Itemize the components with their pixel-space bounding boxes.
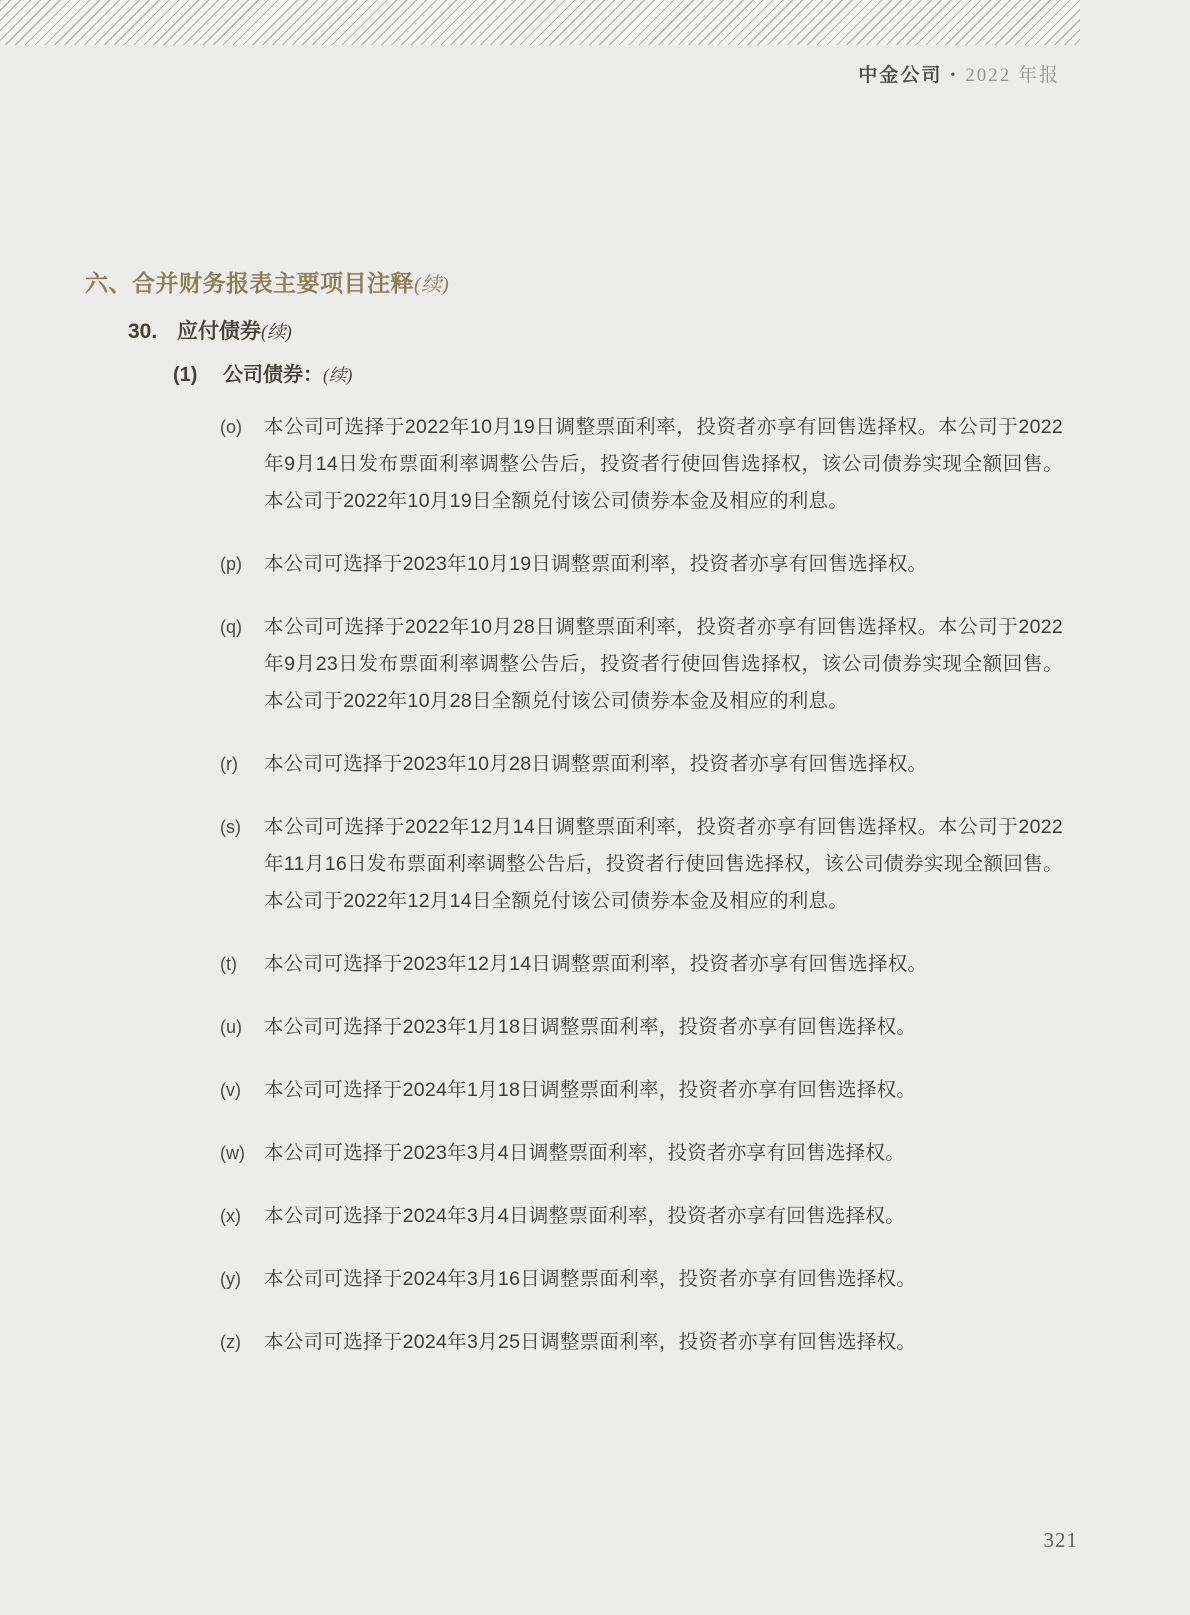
section-continued-note: (续) <box>414 274 450 296</box>
item-label: (v) <box>220 1080 241 1100</box>
list-item <box>220 746 1063 783</box>
item-label: (o) <box>220 417 242 437</box>
list-item <box>220 609 1063 720</box>
item-label: (z) <box>220 1332 241 1352</box>
item-label: (w) <box>220 1143 245 1163</box>
item-text: 本公司可选择于2024年3月16日调整票面利率，投资者亦享有回售选择权。 <box>264 1268 917 1290</box>
list-item <box>220 546 1063 583</box>
item-text: 本公司可选择于2024年1月18日调整票面利率，投资者亦享有回售选择权。 <box>264 1079 917 1101</box>
item-label: (y) <box>220 1269 241 1289</box>
item-text: 本公司可选择于2024年3月4日调整票面利率，投资者亦享有回售选择权。 <box>264 1205 906 1227</box>
item-text: 本公司可选择于2024年3月25日调整票面利率，投资者亦享有回售选择权。 <box>264 1331 917 1353</box>
list-item <box>220 1324 1063 1361</box>
section-title <box>85 268 1063 300</box>
item-label: (s) <box>220 817 241 837</box>
list-item <box>220 409 1063 520</box>
item-label: (u) <box>220 1017 242 1037</box>
item-label: (r) <box>220 754 238 774</box>
subsection-continued-note: (续) <box>261 322 292 342</box>
subsection-title-text: 应付债券 <box>177 320 261 343</box>
section-title-text: 六、合并财务报表主要项目注释 <box>85 270 414 296</box>
list-item <box>220 1135 1063 1172</box>
list-item <box>220 1261 1063 1298</box>
item-label: (p) <box>220 554 242 574</box>
report-edition: 2022 年报 <box>965 65 1060 86</box>
subsubsection-number: (1) <box>173 364 198 386</box>
item-label: (x) <box>220 1206 241 1226</box>
list-item <box>220 809 1063 920</box>
note-items-list <box>220 409 1063 1361</box>
item-text: 本公司可选择于2023年3月4日调整票面利率，投资者亦享有回售选择权。 <box>264 1142 906 1164</box>
bullet-separator: • <box>950 68 958 83</box>
subsection-number: 30. <box>128 320 158 343</box>
page-number: 321 <box>1043 1528 1078 1552</box>
diagonal-hatch-band <box>0 0 1080 45</box>
subsubsection-title-text: 公司债券： <box>223 364 323 386</box>
item-text: 本公司可选择于2023年1月18日调整票面利率，投资者亦享有回售选择权。 <box>264 1016 917 1038</box>
item-text: 本公司可选择于2023年12月14日调整票面利率，投资者亦享有回售选择权。 <box>264 953 928 975</box>
list-item <box>220 946 1063 983</box>
company-name: 中金公司 <box>858 65 943 86</box>
running-head <box>858 60 1060 87</box>
subsubsection-title <box>173 362 1063 388</box>
subsubsection-continued-note: (续) <box>323 365 353 385</box>
list-item <box>220 1198 1063 1235</box>
item-text: 本公司可选择于2022年10月28日调整票面利率，投资者亦享有回售选择权。本公司于2022年9月23日发布票面利率调整公告后，投资者行使回售选择权，该公司债券实现全额回售。本公司于2022年10月28日全额兑付该公司债券本金及相应的利息。 <box>264 616 1063 712</box>
subsection-title <box>128 318 1063 346</box>
item-label: (t) <box>220 954 237 974</box>
item-text: 本公司可选择于2022年12月14日调整票面利率，投资者亦享有回售选择权。本公司于2022年11月16日发布票面利率调整公告后，投资者行使回售选择权，该公司债券实现全额回售。本公司于2022年12月14日全额兑付该公司债券本金及相应的利息。 <box>264 816 1063 912</box>
item-text: 本公司可选择于2022年10月19日调整票面利率，投资者亦享有回售选择权。本公司于2022年9月14日发布票面利率调整公告后，投资者行使回售选择权，该公司债券实现全额回售。本公司于2022年10月19日全额兑付该公司债券本金及相应的利息。 <box>264 416 1063 512</box>
item-text: 本公司可选择于2023年10月19日调整票面利率，投资者亦享有回售选择权。 <box>264 553 928 575</box>
list-item <box>220 1009 1063 1046</box>
item-label: (q) <box>220 617 242 637</box>
list-item <box>220 1072 1063 1109</box>
page-content <box>85 268 1063 1387</box>
item-text: 本公司可选择于2023年10月28日调整票面利率，投资者亦享有回售选择权。 <box>264 753 928 775</box>
